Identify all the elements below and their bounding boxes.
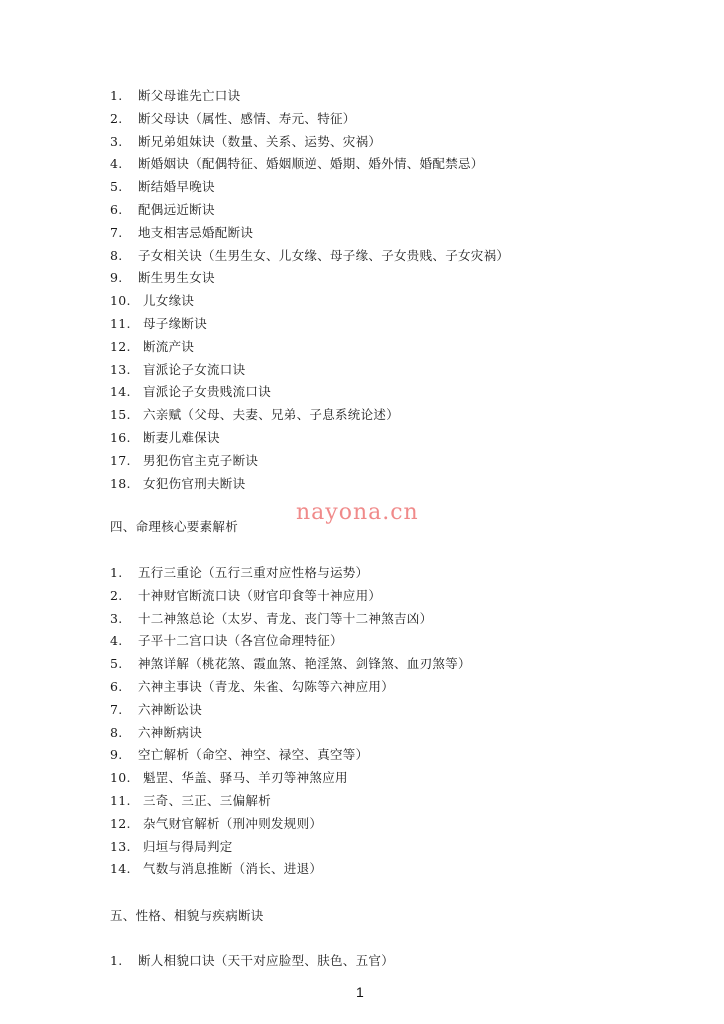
list-item-text: 十神财官断流口诀（财官印食等十神应用） [138,587,382,603]
list-item-number: 17. [110,452,131,468]
list-item-text: 儿女缘诀 [143,293,195,309]
list-item [110,108,509,131]
list-item-number: 1. [110,953,123,968]
list-item-number: 12. [110,338,131,354]
list-item-text: 断结婚早晚诀 [138,179,215,195]
list-item [110,199,509,222]
list-item-text: 杂气财官解析（刑冲则发规则） [143,815,323,831]
list-item-text: 六神主事诀（青龙、朱雀、勾陈等六神应用） [138,678,395,694]
list-item-text: 魁罡、华盖、驿马、羊刃等神煞应用 [143,770,348,786]
list-item [110,858,471,881]
list-item [110,744,471,767]
list-item [110,245,509,268]
list-item-text: 子平十二宫口诀（各宫位命理特征） [138,633,343,649]
list-item [110,836,471,859]
list-item-text: 配偶远近断诀 [138,201,215,217]
list-item-number: 5. [110,179,123,195]
list-item-text: 断婚姻诀（配偶特征、婚姻顺逆、婚期、婚外情、婚配禁忌） [138,156,484,172]
list-item-number: 6. [110,678,123,694]
list-item-text: 盲派论子女贵贱流口诀 [143,384,272,400]
list-item-number: 4. [110,633,123,649]
list-item-text: 盲派论子女流口诀 [143,361,246,377]
list-item-number: 14. [110,384,131,400]
section4-list [110,562,471,881]
watermark: nayona.cn [296,500,419,525]
list-item-number: 13. [110,838,131,854]
section5-list [110,950,394,973]
list-item-number: 12. [110,815,131,831]
list-item-text: 断人相貌口诀（天干对应脸型、肤色、五官） [138,953,395,968]
list-item-number: 7. [110,701,123,717]
list-item [110,562,471,585]
list-item-number: 16. [110,429,131,445]
list-item-number: 4. [110,156,123,172]
list-item-text: 母子缘断诀 [143,315,208,331]
section5-heading: 五、性格、相貌与疾病断诀 [110,908,264,923]
list-item-text: 空亡解析（命空、神空、禄空、真空等） [138,747,369,763]
list-item-text: 男犯伤官主克子断诀 [143,452,259,468]
list-item [110,404,509,427]
list-item-text: 女犯伤官刑夫断诀 [143,475,246,491]
list-item [110,767,471,790]
list-item-text: 六神断病诀 [138,724,203,740]
list-item [110,653,471,676]
list-item-number: 6. [110,201,123,217]
list-item [110,153,509,176]
list-item [110,585,471,608]
list-item-number: 8. [110,247,123,263]
list-item-text: 六亲赋（父母、夫妻、兄弟、子息系统论述） [143,407,400,423]
list-item-number: 13. [110,361,131,377]
list-item [110,676,471,699]
section4-heading: 四、命理核心要素解析 [110,519,239,534]
list-item-number: 11. [110,792,131,808]
list-item-number: 9. [110,747,123,763]
list-item [110,722,471,745]
list-item-number: 7. [110,224,123,240]
list-item-text: 断流产诀 [143,338,195,354]
list-item [110,630,471,653]
list-item [110,450,509,473]
list-item [110,950,394,973]
list-item-number: 3. [110,133,123,149]
list-item [110,699,471,722]
list-item-number: 15. [110,407,131,423]
list-item-number: 14. [110,861,131,877]
list-item-number: 5. [110,656,123,672]
list-item-text: 子女相关诀（生男生女、儿女缘、母子缘、子女贵贱、子女灾祸） [138,247,510,263]
list-item-number: 2. [110,587,123,603]
list-item-text: 神煞详解（桃花煞、霞血煞、艳淫煞、剑锋煞、血刃煞等） [138,656,471,672]
list-item-text: 断父母诀（属性、感情、寿元、特征） [138,110,356,126]
list-item [110,336,509,359]
list-item-text: 归垣与得局判定 [143,838,233,854]
list-item-number: 18. [110,475,131,491]
list-item-text: 断兄弟姐妹诀（数量、关系、运势、灾祸） [138,133,382,149]
list-item [110,381,509,404]
list-item-number: 1. [110,565,123,580]
list-item-text: 五行三重论（五行三重对应性格与运势） [138,565,369,580]
page-number: 1 [356,984,364,1000]
list-item-number: 10. [110,770,131,786]
list-item [110,290,509,313]
list-item-text: 气数与消息推断（消长、进退） [143,861,323,877]
section3-list [110,85,509,495]
list-item [110,131,509,154]
list-item [110,267,509,290]
list-item-text: 十二神煞总论（太岁、青龙、丧门等十二神煞吉凶） [138,610,433,626]
list-item-number: 8. [110,724,123,740]
list-item-number: 9. [110,270,123,286]
list-item [110,359,509,382]
list-item-text: 地支相害忌婚配断诀 [138,224,254,240]
list-item-number: 2. [110,110,123,126]
list-item-text: 六神断讼诀 [138,701,203,717]
list-item [110,85,509,108]
list-item [110,813,471,836]
list-item-number: 10. [110,293,131,309]
list-item [110,473,509,496]
list-item-text: 三奇、三正、三偏解析 [143,792,272,808]
list-item-text: 断父母谁先亡口诀 [138,88,241,103]
list-item-text: 断妻儿难保诀 [143,429,220,445]
list-item-number: 11. [110,315,131,331]
list-item [110,427,509,450]
list-item [110,222,509,245]
list-item-text: 断生男生女诀 [138,270,215,286]
list-item [110,313,509,336]
list-item [110,608,471,631]
list-item-number: 1. [110,88,123,103]
list-item-number: 3. [110,610,123,626]
list-item [110,176,509,199]
list-item [110,790,471,813]
